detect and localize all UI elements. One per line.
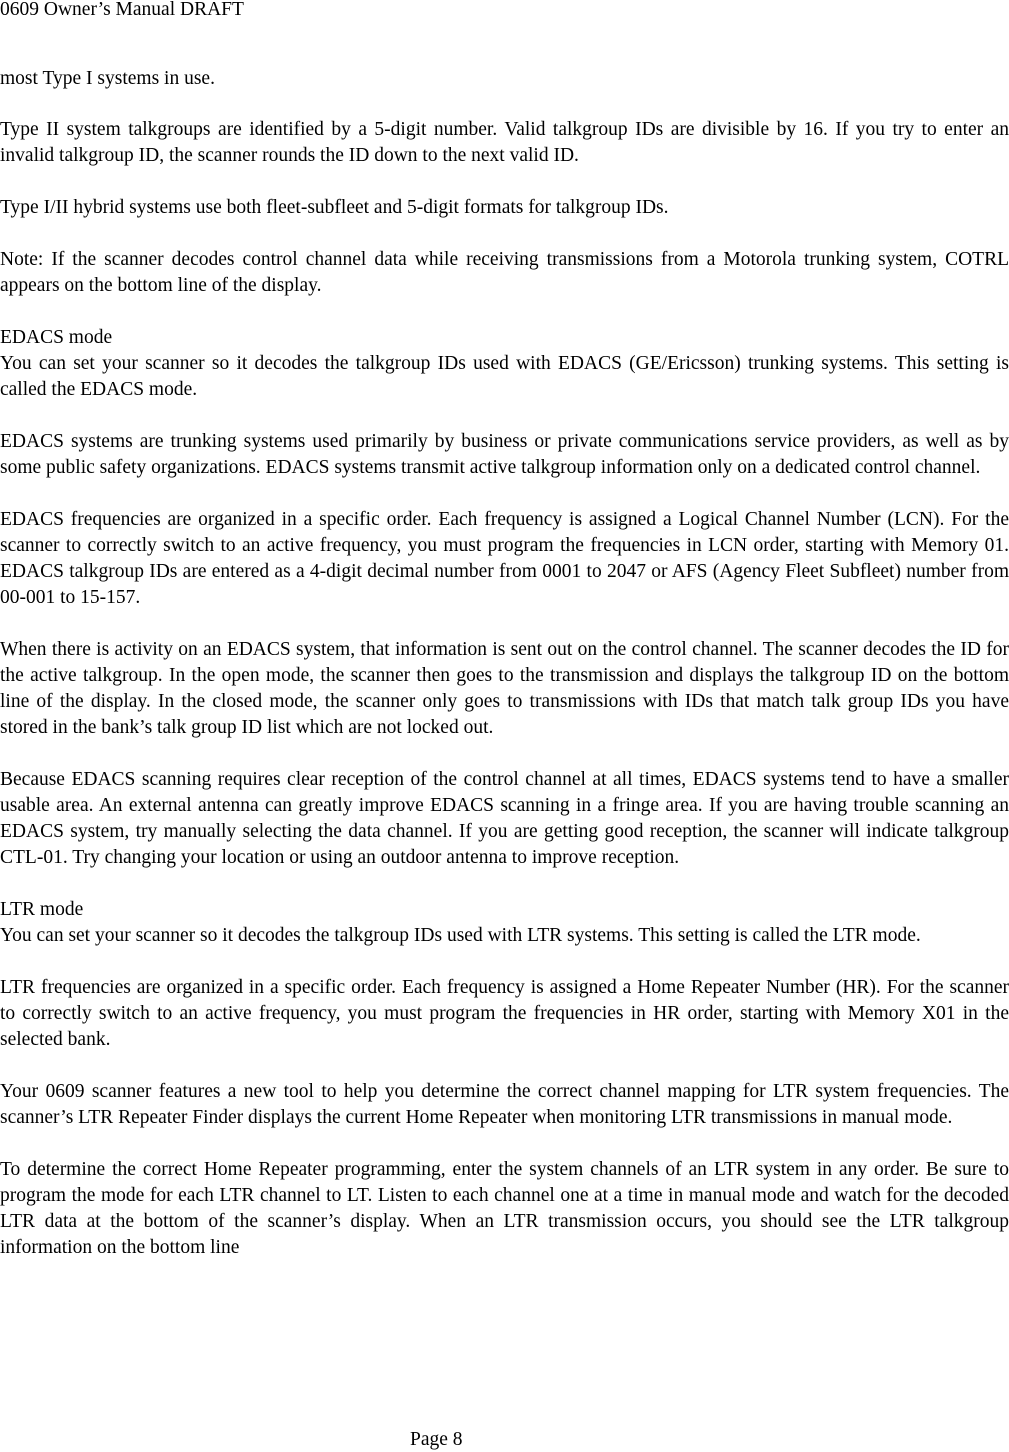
paragraph-edacs-reception: Because EDACS scanning requires clear reception of the control channel at all times, EDACS systems tend to have a smaller usable area. An external antenna can greatly improve EDACS scanning in a fringe area. If you are having trouble scanning an EDACS system, try manually selecting the data channel. If you are getting good reception, the scanner will indicate talkgroup CTL-01. Try changing your location or using an outdoor antenna to improve reception. [0,769,1009,868]
paragraph-ltr-frequencies: LTR frequencies are organized in a specific order. Each frequency is assigned a Home Repeater Number (HR). For the scanner to correctly switch to an active frequency, you must program the frequencies in HR order, starting with Memory X01 in the selected bank. [0,977,1009,1050]
document-title: 0609 Owner’s Manual DRAFT [0,0,244,20]
paragraph-type-ii-talkgroups: Type II system talkgroups are identified by a 5-digit number. Valid talkgroup IDs are divisible by 16. If you try to enter an invalid talkgroup ID, the scanner rounds the ID down to the next valid ID. [0,119,1009,166]
page-number: Page 8 [410,1429,463,1450]
section-heading-edacs: EDACS mode [0,327,113,348]
paragraph-hybrid-systems: Type I/II hybrid systems use both fleet-subfleet and 5-digit formats for talkgroup IDs. [0,197,669,218]
paragraph-type-i-continuation: most Type I systems in use. [0,68,215,89]
paragraph-edacs-activity: When there is activity on an EDACS system, that information is sent out on the control channel. The scanner decodes the ID for the active talkgroup. In the open mode, the scanner then goes to the transmission and displays the talkgroup ID on the bottom line of the display. In the closed mode, the scanner only goes to transmissions with IDs that match talk group IDs you have stored in the bank’s talk group ID list which are not locked out. [0,639,1009,738]
document-body [0,66,1009,1287]
paragraph-ltr-repeater-finder: Your 0609 scanner features a new tool to help you determine the correct channel mapping for LTR system frequencies. The scanner’s LTR Repeater Finder displays the current Home Repeater when monitoring LTR transmissions in manual mode. [0,1081,1009,1128]
paragraph-edacs-intro: You can set your scanner so it decodes the talkgroup IDs used with EDACS (GE/Ericsson) trunking systems. This setting is called the EDACS mode. [0,353,1009,400]
paragraph-cotrl-note: Note: If the scanner decodes control channel data while receiving transmissions from a Motorola trunking system, COTRL appears on the bottom line of the display. [0,249,1009,296]
section-heading-ltr: LTR mode [0,899,84,920]
paragraph-edacs-frequencies: EDACS frequencies are organized in a specific order. Each frequency is assigned a Logical Channel Number (LCN). For the scanner to correctly switch to an active frequency, you must program the frequencies in LCN order, starting with Memory 01. EDACS talkgroup IDs are entered as a 4-digit decimal number from 0001 to 2047 or AFS (Agency Fleet Subfleet) number from 00-001 to 15-157. [0,509,1009,608]
paragraph-ltr-programming: To determine the correct Home Repeater programming, enter the system channels of an LTR system in any order. Be sure to program the mode for each LTR channel to LT. Listen to each channel one at a time in manual mode and watch for the decoded LTR data at the bottom of the scanner’s display. When an LTR transmission occurs, you should see the LTR talkgroup information on the bottom line [0,1159,1009,1258]
paragraph-edacs-systems: EDACS systems are trunking systems used primarily by business or private communications service providers, as well as by some public safety organizations. EDACS systems transmit active talkgroup information only on a dedicated control channel. [0,431,1009,478]
page-header [0,0,1009,20]
paragraph-ltr-intro: You can set your scanner so it decodes the talkgroup IDs used with LTR systems. This setting is called the LTR mode. [0,925,921,946]
